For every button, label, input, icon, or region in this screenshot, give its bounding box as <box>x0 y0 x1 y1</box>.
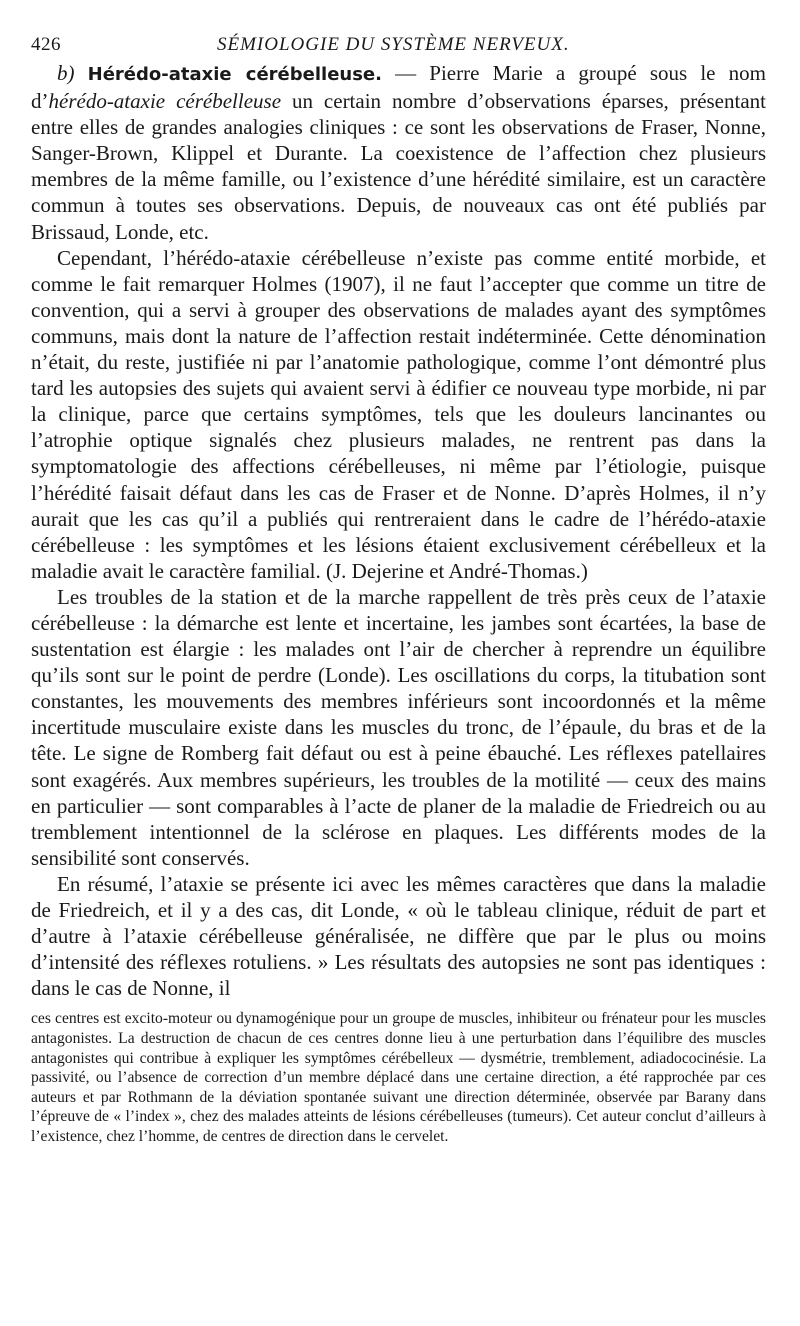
paragraph-heredo-ataxie-intro <box>31 60 766 245</box>
heading-dash: — <box>381 61 430 85</box>
running-title: SÉMIOLOGIE DU SYSTÈME NERVEUX. <box>217 34 570 55</box>
section-heading: Hérédo-ataxie cérébelleuse. <box>87 64 382 85</box>
italic-term: hérédo-ataxie cérébelleuse <box>48 89 282 114</box>
paragraph-lead: Pierre Marie a groupé sous le nom d’ <box>31 61 766 114</box>
paragraph-rest: un certain nombre d’observations éparses, présentant entre elles de grandes analogies cliniques : ce sont les observations de Fraser, Nonne, Sanger-Brown, Klippel et Durante. La coexistence de l’affection chez plusieurs membres de la même famille, ou l’existence d’une hérédité similaire, est un caractère commun à toutes ses observations. Depuis, de nouveaux cas ont été publiés par Brissaud, Londe, etc. <box>31 89 766 244</box>
footnote-text: ces centres est excito-moteur ou dynamogénique pour un groupe de muscles, inhibiteur ou frénateur pour les muscles antagonistes. La destruction de chacun de ces centres donne lieu à une perturbation dans l’équilibre des muscles antagonistes qui contribue à expliquer les symptômes cérébelleux — dysmétrie, tremblement, adiadococinésie. La passivité, ou l’absence de correction d’un membre déplacé dans une certaine direction, a été rapprochée par ces auteurs et par Rothmann de la déviation spontanée suivant une direction déterminée, observée par Barany dans l’épreuve de « l’index », chez des malades atteints de lésions cérébelleuses (tumeurs). Cet auteur conclut d’ailleurs à l’existence, chez l’homme, de centres de direction dans le cervelet. <box>31 1010 766 1145</box>
section-label: b) <box>57 61 75 85</box>
paragraph-holmes: Cependant, l’hérédo-ataxie cérébelleuse n’existe pas comme entité morbide, et comme le fait remarquer Holmes (1907), il ne faut l’accepter que comme un titre de convention, qui a servi à grouper des observations de malades ayant des symptômes communs, mais dont la nature de l’affection restait indéterminée. Cette dénomination n’était, du reste, justifiée ni par l’anatomie pathologique, comme l’ont démontré plus tard les autopsies des sujets qui avaient servi à édifier ce nouveau type morbide, ni par la clinique, parce que certains symptômes, tels que les douleurs lancinantes ou l’atrophie optique signalés chez plusieurs malades, ne rentrent pas dans la symptomatologie des affections cérébelleuses, ni même par l’étiologie, puisque l’hérédité faisait défaut dans les cas de Fraser et de Nonne. D’après Holmes, il n’y aurait que les cas qu’il a publiés qui rentreraient dans le cadre de l’hérédo-ataxie cérébelleuse : les symptômes et les lésions étaient exclusivement cérébelleux et la maladie avait le caractère familial. (J. Dejerine et André-Thomas.) <box>31 245 766 583</box>
page-number: 426 <box>31 34 61 55</box>
book-page <box>31 26 766 1147</box>
paragraph-troubles-marche: Les troubles de la station et de la marche rappellent de très près ceux de l’ataxie cérébelleuse : la démarche est lente et incertaine, les jambes sont écartées, la base de sustentation est élargie : les malades ont l’air de chercher à reprendre un équilibre qu’ils sont sur le point de perdre (Londe). Les oscillations du corps, la titubation sont constantes, les mouvements des membres inférieurs sont incoordonnés et la même incertitude musculaire existe dans les muscles du tronc, de l’épaule, du bras et de la tête. Le signe de Romberg fait défaut ou est à peine ébauché. Les réflexes patellaires sont exagérés. Aux membres supérieurs, les troubles de la motilité — ceux des mains en particulier — sont comparables à l’acte de planer de la maladie de Friedreich ou au tremblement intentionnel de la sclérose en plaques. Les différents modes de la sensibilité sont conservés. <box>31 584 766 870</box>
running-head <box>31 26 766 60</box>
paragraph-resume: En résumé, l’ataxie se présente ici avec les mêmes caractères que dans la maladie de Friedreich, et il y a des cas, dit Londe, « où le tableau clinique, réduit de part et d’autre à l’ataxie cérébelleuse généralisée, ne diffère que par le plus ou moins d’intensité des réflexes rotuliens. » Les résultats des autopsies ne sont pas identiques : dans le cas de Nonne, il <box>31 871 766 1001</box>
main-text <box>31 60 766 1001</box>
footnote <box>31 1009 766 1146</box>
